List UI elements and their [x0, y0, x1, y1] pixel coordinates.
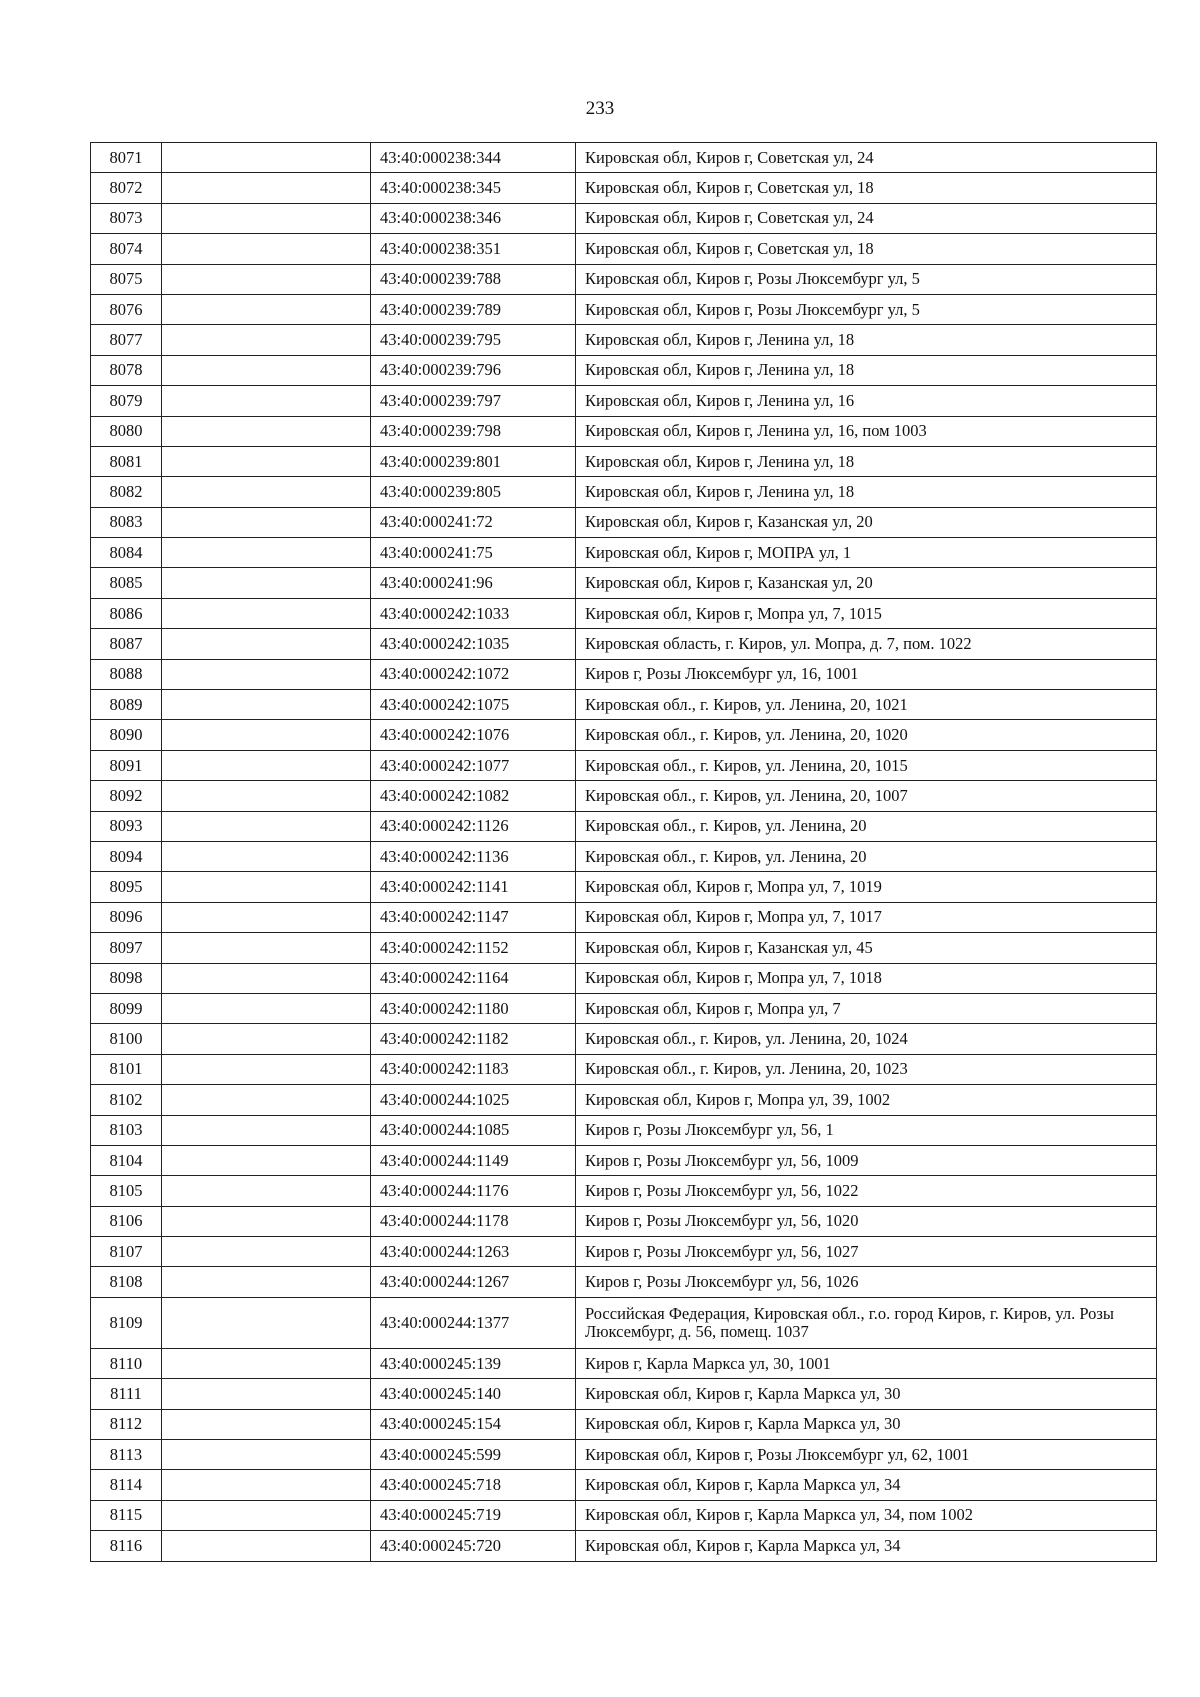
address-cell: Кировская обл, Киров г, Казанская ул, 45 [576, 933, 1157, 963]
owner-cell [162, 1470, 371, 1500]
row-number-cell: 8101 [91, 1054, 162, 1084]
owner-cell [162, 872, 371, 902]
address-cell: Киров г, Розы Люксембург ул, 56, 1027 [576, 1237, 1157, 1267]
address-cell: Кировская обл, Киров г, Ленина ул, 16, пом 1003 [576, 416, 1157, 446]
owner-cell [162, 355, 371, 385]
table-row [91, 811, 1157, 841]
table-row [91, 750, 1157, 780]
table-row [91, 1379, 1157, 1409]
cadastral-number-cell: 43:40:000244:1377 [371, 1297, 576, 1348]
cadastral-number-cell: 43:40:000244:1263 [371, 1237, 576, 1267]
cadastral-number-cell: 43:40:000245:718 [371, 1470, 576, 1500]
table-row [91, 386, 1157, 416]
table-row [91, 1237, 1157, 1267]
owner-cell [162, 933, 371, 963]
cadastral-number-cell: 43:40:000242:1035 [371, 629, 576, 659]
table-row [91, 325, 1157, 355]
owner-cell [162, 386, 371, 416]
cadastral-number-cell: 43:40:000242:1077 [371, 750, 576, 780]
table-row [91, 720, 1157, 750]
registry-table [90, 142, 1157, 1562]
row-number-cell: 8099 [91, 993, 162, 1023]
row-number-cell: 8112 [91, 1409, 162, 1439]
owner-cell [162, 629, 371, 659]
table-row [91, 690, 1157, 720]
cadastral-number-cell: 43:40:000245:139 [371, 1348, 576, 1378]
cadastral-number-cell: 43:40:000238:346 [371, 203, 576, 233]
table-row [91, 1085, 1157, 1115]
address-cell: Кировская обл, Киров г, МОПРА ул, 1 [576, 538, 1157, 568]
address-cell: Кировская обл, Киров г, Карла Маркса ул, 30 [576, 1409, 1157, 1439]
address-cell: Кировская обл, Киров г, Мопра ул, 7, 1019 [576, 872, 1157, 902]
table-row [91, 1348, 1157, 1378]
table-row [91, 1206, 1157, 1236]
table-row [91, 234, 1157, 264]
cadastral-number-cell: 43:40:000244:1149 [371, 1145, 576, 1175]
owner-cell [162, 264, 371, 294]
address-cell: Кировская обл, Киров г, Карла Маркса ул, 30 [576, 1379, 1157, 1409]
owner-cell [162, 1054, 371, 1084]
cadastral-number-cell: 43:40:000242:1075 [371, 690, 576, 720]
address-cell: Кировская обл, Киров г, Мопра ул, 7, 1017 [576, 902, 1157, 932]
row-number-cell: 8086 [91, 598, 162, 628]
owner-cell [162, 781, 371, 811]
address-cell: Кировская обл, Киров г, Казанская ул, 20 [576, 568, 1157, 598]
cadastral-number-cell: 43:40:000238:351 [371, 234, 576, 264]
row-number-cell: 8092 [91, 781, 162, 811]
row-number-cell: 8115 [91, 1500, 162, 1530]
row-number-cell: 8074 [91, 234, 162, 264]
table-row [91, 1531, 1157, 1561]
owner-cell [162, 811, 371, 841]
row-number-cell: 8078 [91, 355, 162, 385]
cadastral-number-cell: 43:40:000241:75 [371, 538, 576, 568]
table-row [91, 446, 1157, 476]
owner-cell [162, 963, 371, 993]
address-cell: Кировская обл, Киров г, Розы Люксембург ул, 5 [576, 294, 1157, 324]
row-number-cell: 8104 [91, 1145, 162, 1175]
table-row [91, 1470, 1157, 1500]
cadastral-number-cell: 43:40:000241:72 [371, 507, 576, 537]
owner-cell [162, 446, 371, 476]
owner-cell [162, 1145, 371, 1175]
cadastral-number-cell: 43:40:000244:1085 [371, 1115, 576, 1145]
owner-cell [162, 902, 371, 932]
address-cell: Кировская обл., г. Киров, ул. Ленина, 20, 1015 [576, 750, 1157, 780]
owner-cell [162, 598, 371, 628]
table-row [91, 1500, 1157, 1530]
table-row [91, 841, 1157, 871]
table-row [91, 1409, 1157, 1439]
owner-cell [162, 1531, 371, 1561]
cadastral-number-cell: 43:40:000245:719 [371, 1500, 576, 1530]
row-number-cell: 8107 [91, 1237, 162, 1267]
address-cell: Кировская обл, Киров г, Карла Маркса ул, 34, пом 1002 [576, 1500, 1157, 1530]
owner-cell [162, 477, 371, 507]
cadastral-number-cell: 43:40:000242:1136 [371, 841, 576, 871]
row-number-cell: 8087 [91, 629, 162, 659]
row-number-cell: 8109 [91, 1297, 162, 1348]
owner-cell [162, 1267, 371, 1297]
owner-cell [162, 143, 371, 173]
address-cell: Киров г, Розы Люксембург ул, 56, 1022 [576, 1176, 1157, 1206]
row-number-cell: 8108 [91, 1267, 162, 1297]
row-number-cell: 8081 [91, 446, 162, 476]
address-cell: Кировская обл, Киров г, Ленина ул, 18 [576, 477, 1157, 507]
owner-cell [162, 841, 371, 871]
table-row [91, 294, 1157, 324]
address-cell: Кировская обл, Киров г, Мопра ул, 39, 1002 [576, 1085, 1157, 1115]
cadastral-number-cell: 43:40:000239:797 [371, 386, 576, 416]
row-number-cell: 8080 [91, 416, 162, 446]
owner-cell [162, 1115, 371, 1145]
table-row [91, 1024, 1157, 1054]
address-cell: Кировская обл, Киров г, Советская ул, 24 [576, 203, 1157, 233]
cadastral-number-cell: 43:40:000242:1126 [371, 811, 576, 841]
cadastral-number-cell: 43:40:000239:795 [371, 325, 576, 355]
address-cell: Кировская обл., г. Киров, ул. Ленина, 20, 1021 [576, 690, 1157, 720]
row-number-cell: 8111 [91, 1379, 162, 1409]
owner-cell [162, 1379, 371, 1409]
table-row [91, 933, 1157, 963]
owner-cell [162, 1297, 371, 1348]
address-cell: Кировская обл., г. Киров, ул. Ленина, 20, 1007 [576, 781, 1157, 811]
cadastral-number-cell: 43:40:000242:1183 [371, 1054, 576, 1084]
cadastral-number-cell: 43:40:000242:1180 [371, 993, 576, 1023]
owner-cell [162, 416, 371, 446]
table-row [91, 416, 1157, 446]
table-row [91, 1176, 1157, 1206]
row-number-cell: 8116 [91, 1531, 162, 1561]
table-row [91, 1267, 1157, 1297]
address-cell: Кировская обл., г. Киров, ул. Ленина, 20, 1020 [576, 720, 1157, 750]
cadastral-number-cell: 43:40:000242:1141 [371, 872, 576, 902]
owner-cell [162, 1440, 371, 1470]
address-cell: Кировская обл, Киров г, Советская ул, 18 [576, 234, 1157, 264]
row-number-cell: 8076 [91, 294, 162, 324]
row-number-cell: 8100 [91, 1024, 162, 1054]
registry-body [91, 143, 1157, 1562]
row-number-cell: 8072 [91, 173, 162, 203]
row-number-cell: 8094 [91, 841, 162, 871]
owner-cell [162, 325, 371, 355]
cadastral-number-cell: 43:40:000239:788 [371, 264, 576, 294]
row-number-cell: 8088 [91, 659, 162, 689]
owner-cell [162, 173, 371, 203]
row-number-cell: 8102 [91, 1085, 162, 1115]
table-row [91, 538, 1157, 568]
cadastral-number-cell: 43:40:000245:154 [371, 1409, 576, 1439]
address-cell: Кировская обл., г. Киров, ул. Ленина, 20 [576, 841, 1157, 871]
cadastral-number-cell: 43:40:000244:1176 [371, 1176, 576, 1206]
address-cell: Кировская обл, Киров г, Розы Люксембург ул, 5 [576, 264, 1157, 294]
cadastral-number-cell: 43:40:000242:1076 [371, 720, 576, 750]
cadastral-number-cell: 43:40:000242:1182 [371, 1024, 576, 1054]
row-number-cell: 8110 [91, 1348, 162, 1378]
address-cell: Кировская обл, Киров г, Мопра ул, 7 [576, 993, 1157, 1023]
row-number-cell: 8114 [91, 1470, 162, 1500]
table-row [91, 598, 1157, 628]
cadastral-number-cell: 43:40:000242:1072 [371, 659, 576, 689]
address-cell: Кировская обл., г. Киров, ул. Ленина, 20, 1024 [576, 1024, 1157, 1054]
owner-cell [162, 203, 371, 233]
table-row [91, 1115, 1157, 1145]
cadastral-number-cell: 43:40:000244:1178 [371, 1206, 576, 1236]
owner-cell [162, 659, 371, 689]
cadastral-number-cell: 43:40:000242:1164 [371, 963, 576, 993]
cadastral-number-cell: 43:40:000239:796 [371, 355, 576, 385]
row-number-cell: 8085 [91, 568, 162, 598]
address-cell: Кировская обл., г. Киров, ул. Ленина, 20 [576, 811, 1157, 841]
owner-cell [162, 690, 371, 720]
cadastral-number-cell: 43:40:000239:789 [371, 294, 576, 324]
row-number-cell: 8105 [91, 1176, 162, 1206]
row-number-cell: 8075 [91, 264, 162, 294]
row-number-cell: 8098 [91, 963, 162, 993]
owner-cell [162, 720, 371, 750]
owner-cell [162, 1206, 371, 1236]
owner-cell [162, 568, 371, 598]
cadastral-number-cell: 43:40:000244:1267 [371, 1267, 576, 1297]
owner-cell [162, 1500, 371, 1530]
address-cell: Киров г, Розы Люксембург ул, 56, 1020 [576, 1206, 1157, 1236]
address-cell: Киров г, Карла Маркса ул, 30, 1001 [576, 1348, 1157, 1378]
owner-cell [162, 1085, 371, 1115]
row-number-cell: 8097 [91, 933, 162, 963]
table-row [91, 568, 1157, 598]
owner-cell [162, 1024, 371, 1054]
table-row [91, 143, 1157, 173]
table-row [91, 872, 1157, 902]
table-row [91, 507, 1157, 537]
row-number-cell: 8073 [91, 203, 162, 233]
address-cell: Кировская область, г. Киров, ул. Мопра, д. 7, пом. 1022 [576, 629, 1157, 659]
table-row [91, 1440, 1157, 1470]
table-row [91, 993, 1157, 1023]
owner-cell [162, 234, 371, 264]
table-row [91, 203, 1157, 233]
table-row [91, 781, 1157, 811]
row-number-cell: 8106 [91, 1206, 162, 1236]
cadastral-number-cell: 43:40:000239:798 [371, 416, 576, 446]
owner-cell [162, 1176, 371, 1206]
address-cell: Кировская обл, Киров г, Розы Люксембург ул, 62, 1001 [576, 1440, 1157, 1470]
row-number-cell: 8093 [91, 811, 162, 841]
owner-cell [162, 1237, 371, 1267]
owner-cell [162, 750, 371, 780]
table-row [91, 355, 1157, 385]
table-row [91, 963, 1157, 993]
table-row [91, 477, 1157, 507]
cadastral-number-cell: 43:40:000238:345 [371, 173, 576, 203]
row-number-cell: 8077 [91, 325, 162, 355]
row-number-cell: 8090 [91, 720, 162, 750]
address-cell: Кировская обл, Киров г, Мопра ул, 7, 1018 [576, 963, 1157, 993]
address-cell: Кировская обл, Киров г, Казанская ул, 20 [576, 507, 1157, 537]
address-cell: Кировская обл, Киров г, Мопра ул, 7, 1015 [576, 598, 1157, 628]
cadastral-number-cell: 43:40:000245:599 [371, 1440, 576, 1470]
owner-cell [162, 1409, 371, 1439]
address-cell: Кировская обл, Киров г, Ленина ул, 18 [576, 325, 1157, 355]
address-cell: Кировская обл., г. Киров, ул. Ленина, 20, 1023 [576, 1054, 1157, 1084]
address-cell: Кировская обл, Киров г, Ленина ул, 18 [576, 446, 1157, 476]
address-cell: Кировская обл, Киров г, Ленина ул, 18 [576, 355, 1157, 385]
address-cell: Кировская обл, Киров г, Советская ул, 24 [576, 143, 1157, 173]
owner-cell [162, 507, 371, 537]
cadastral-number-cell: 43:40:000242:1147 [371, 902, 576, 932]
row-number-cell: 8095 [91, 872, 162, 902]
cadastral-number-cell: 43:40:000242:1033 [371, 598, 576, 628]
address-cell: Кировская обл, Киров г, Советская ул, 18 [576, 173, 1157, 203]
cadastral-number-cell: 43:40:000242:1082 [371, 781, 576, 811]
row-number-cell: 8084 [91, 538, 162, 568]
owner-cell [162, 538, 371, 568]
owner-cell [162, 294, 371, 324]
cadastral-number-cell: 43:40:000244:1025 [371, 1085, 576, 1115]
cadastral-number-cell: 43:40:000239:805 [371, 477, 576, 507]
cadastral-number-cell: 43:40:000238:344 [371, 143, 576, 173]
owner-cell [162, 993, 371, 1023]
table-row [91, 1145, 1157, 1175]
row-number-cell: 8091 [91, 750, 162, 780]
table-row [91, 173, 1157, 203]
row-number-cell: 8083 [91, 507, 162, 537]
address-cell: Кировская обл, Киров г, Ленина ул, 16 [576, 386, 1157, 416]
address-cell: Кировская обл, Киров г, Карла Маркса ул, 34 [576, 1531, 1157, 1561]
cadastral-number-cell: 43:40:000245:140 [371, 1379, 576, 1409]
table-row [91, 659, 1157, 689]
address-cell: Киров г, Розы Люксембург ул, 16, 1001 [576, 659, 1157, 689]
cadastral-number-cell: 43:40:000239:801 [371, 446, 576, 476]
address-cell: Киров г, Розы Люксембург ул, 56, 1009 [576, 1145, 1157, 1175]
row-number-cell: 8096 [91, 902, 162, 932]
row-number-cell: 8079 [91, 386, 162, 416]
row-number-cell: 8103 [91, 1115, 162, 1145]
address-cell: Российская Федерация, Кировская обл., г.о. город Киров, г. Киров, ул. Розы Люксембург, д. 56, помещ. 1037 [576, 1297, 1157, 1348]
table-row [91, 902, 1157, 932]
owner-cell [162, 1348, 371, 1378]
row-number-cell: 8082 [91, 477, 162, 507]
row-number-cell: 8071 [91, 143, 162, 173]
table-row [91, 1297, 1157, 1348]
table-row [91, 1054, 1157, 1084]
cadastral-number-cell: 43:40:000241:96 [371, 568, 576, 598]
row-number-cell: 8113 [91, 1440, 162, 1470]
cadastral-number-cell: 43:40:000245:720 [371, 1531, 576, 1561]
address-cell: Кировская обл, Киров г, Карла Маркса ул, 34 [576, 1470, 1157, 1500]
address-cell: Киров г, Розы Люксембург ул, 56, 1 [576, 1115, 1157, 1145]
row-number-cell: 8089 [91, 690, 162, 720]
table-row [91, 264, 1157, 294]
cadastral-number-cell: 43:40:000242:1152 [371, 933, 576, 963]
address-cell: Киров г, Розы Люксембург ул, 56, 1026 [576, 1267, 1157, 1297]
table-row [91, 629, 1157, 659]
page-number: 233 [585, 98, 615, 119]
